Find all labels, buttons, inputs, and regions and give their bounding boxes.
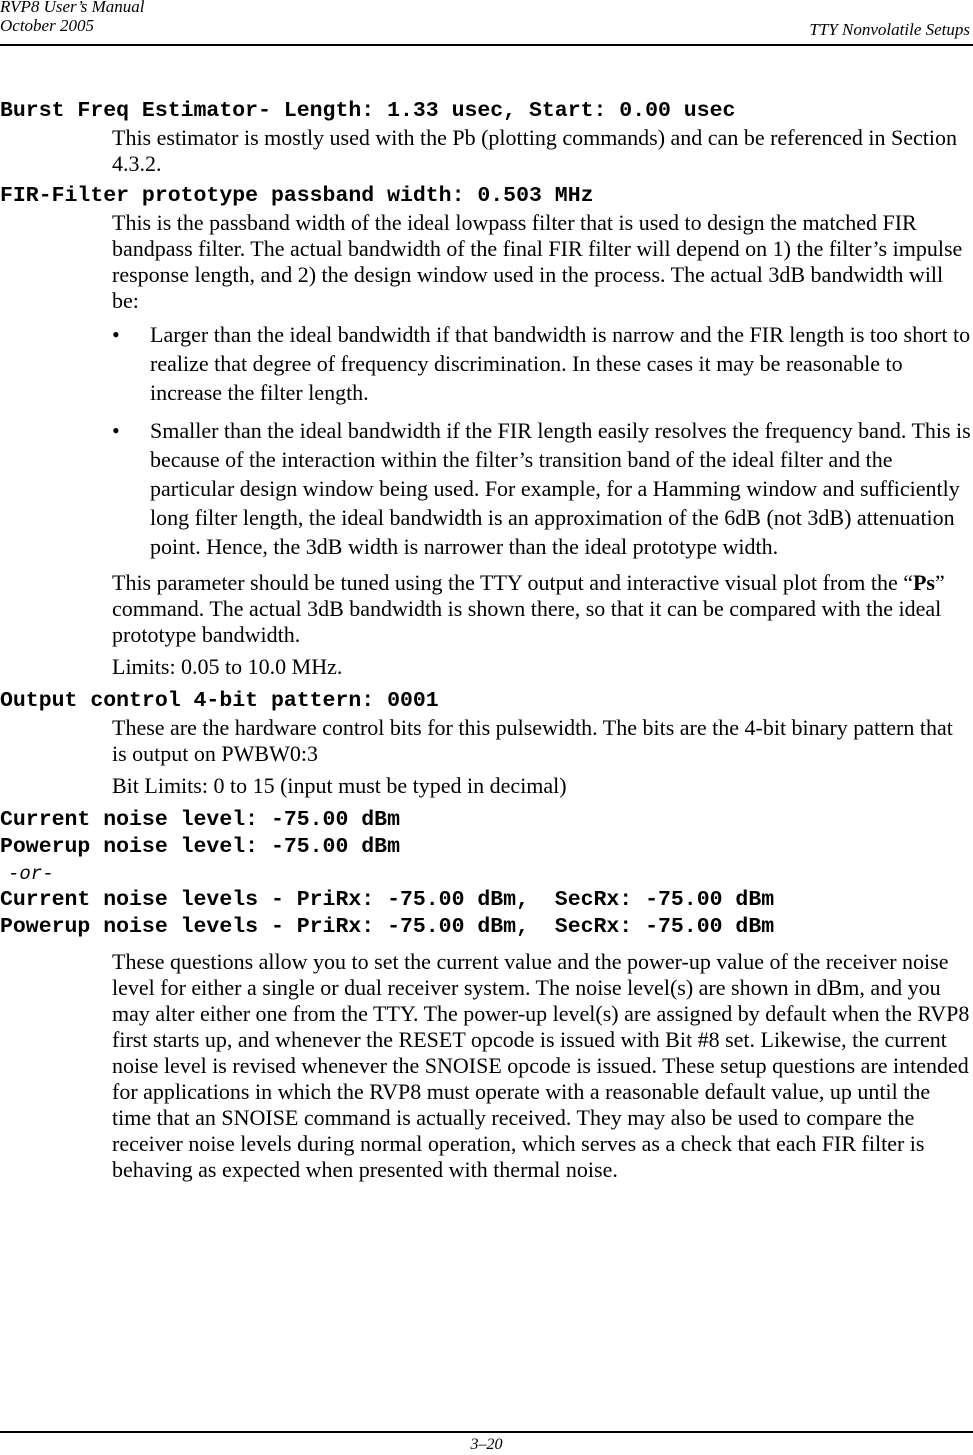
fir-heading: FIR-Filter prototype passband width: 0.503 MHz [0, 184, 594, 208]
ps-command: Ps [912, 570, 935, 595]
burst-paragraph: This estimator is mostly used with the Pb (plotting commands) and can be referenced in Section 4.3.2. [112, 125, 957, 176]
manual-title: RVP8 User’s Manual [0, 0, 145, 16]
noise-paragraph: These questions allow you to set the current value and the power-up value of the receiver noise level for either a single or dual receiver system. The noise level(s) are shown in dBm, and you may alter either one from the TTY. The power-up level(s) are assigned by default when the RVP8 first starts up, and whenever the RESET opcode is issued with Bit #8 set. Likewise, the current noise level is revised whenever the SNOISE opcode is issued. These setup questions are intended for applications in which the RVP8 must operate with a reasonable default value, up until the time that an SNOISE command is actually received. They may also be used to compare the receiver noise levels during normal operation, which serves as a check that each FIR filter is behaving as expected when presented with thermal noise. [112, 949, 970, 1182]
output-heading: Output control 4-bit pattern: 0001 [0, 689, 439, 713]
header-rule [0, 44, 973, 46]
bullet-text: Larger than the ideal bandwidth if that bandwidth is narrow and the FIR length is too short to realize that degree of frequency discrimination. In these cases it may be reasonable to increase the filter length. [150, 322, 971, 405]
manual-date: October 2005 [0, 16, 94, 35]
output-paragraph: These are the hardware control bits for this pulsewidth. The bits are the 4-bit binary pattern that is output on PWBW0:3 [112, 715, 953, 766]
bullet-text: Smaller than the ideal bandwidth if the FIR length easily resolves the frequency band. This is because of the interaction within the filter’s transition band of the ideal filter and the particular design window being used. For example, for a Hamming window and sufficiently long filter length, the ideal bandwidth is an approximation of the 6dB (not 3dB) attenuation point. Hence, the 3dB width is narrower than the ideal prototype width. [150, 418, 971, 559]
page-header-left [0, 0, 145, 35]
burst-heading: Burst Freq Estimator- Length: 1.33 usec, Start: 0.00 usec [0, 99, 736, 123]
footer-rule [0, 1431, 973, 1433]
or-separator: -or- [8, 863, 54, 885]
output-limits: Bit Limits: 0 to 15 (input must be typed in decimal) [112, 773, 567, 798]
fir-tuning-text-before: This parameter should be tuned using the TTY output and interactive visual plot from the “ [112, 570, 913, 595]
section-title: TTY Nonvolatile Setups [809, 20, 970, 39]
bullet-icon: • [112, 418, 120, 443]
powerup-noise-levels-heading: Powerup noise levels - PriRx: -75.00 dBm, SecRx: -75.00 dBm [0, 915, 775, 939]
fir-paragraph: This is the passband width of the ideal lowpass filter that is used to design the matched FIR bandpass filter. The actual bandwidth of the final FIR filter will depend on 1) the filter’s impulse response length, and 2) the design window used in the process. The actual 3dB bandwidth will be: [112, 210, 963, 313]
list-item [112, 320, 971, 407]
fir-tuning-text-after: ” command. The actual 3dB bandwidth is shown there, so that it can be compared with the ideal prototype bandwidth. [112, 570, 945, 647]
powerup-noise-heading: Powerup noise level: -75.00 dBm [0, 835, 400, 859]
bullet-icon: • [112, 322, 120, 347]
page-number: 3–20 [470, 1436, 503, 1453]
fir-tuning-paragraph [112, 570, 971, 648]
fir-bullet-list [112, 320, 971, 561]
current-noise-levels-heading: Current noise levels - PriRx: -75.00 dBm, SecRx: -75.00 dBm [0, 888, 775, 912]
fir-limits: Limits: 0.05 to 10.0 MHz. [112, 654, 343, 679]
current-noise-heading: Current noise level: -75.00 dBm [0, 808, 400, 832]
page-body [0, 98, 971, 1191]
list-item [112, 416, 971, 561]
